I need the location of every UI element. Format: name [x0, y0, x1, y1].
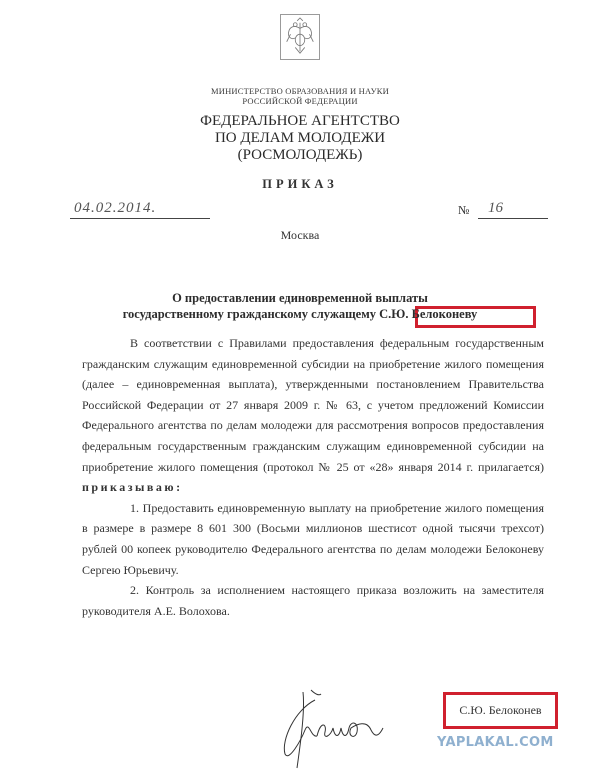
order-number-field — [478, 200, 548, 219]
subject-line-1: О предоставлении единовременной выплаты — [172, 291, 428, 305]
order-number: 16 — [488, 200, 503, 216]
coat-of-arms-icon — [280, 14, 320, 60]
watermark: YAPLAKAL.COM — [437, 735, 554, 750]
order-number-label: № — [458, 203, 470, 217]
order-word: приказываю: — [82, 480, 183, 495]
order-body — [82, 333, 544, 621]
agency-line-2: ПО ДЕЛАМ МОЛОДЕЖИ — [214, 130, 386, 146]
order-city: Москва — [280, 228, 320, 242]
signature-icon — [275, 680, 395, 770]
ministry-line-2: РОССИЙСКОЙ ФЕДЕРАЦИИ — [242, 96, 358, 106]
ministry-heading — [150, 86, 450, 106]
highlight-box-signatory — [443, 692, 558, 729]
agency-heading — [150, 113, 450, 164]
order-item-2: 2. Контроль за исполнением настоящего приказа возложить на заместителя руководителя А.Е. Волохова. — [82, 583, 544, 618]
ministry-line-1: МИНИСТЕРСТВО ОБРАЗОВАНИЯ И НАУКИ — [211, 86, 389, 96]
agency-line-1: ФЕДЕРАЛЬНОЕ АГЕНТСТВО — [200, 113, 400, 129]
order-date-field — [70, 200, 210, 219]
order-item-1: 1. Предоставить единовременную выплату на приобретение жилого помещения в размере в размере 8 601 300 (Восьми миллионов шестисот одной тысячи трехсот) рублей 00 копеек руководителю Федерального агентства по делам молодежи Белоконеву Сергею Юрьевичу. — [82, 500, 544, 577]
order-date: 04.02.2014. — [74, 200, 157, 216]
signatory-name: С.Ю. Белоконев — [459, 703, 542, 717]
subject-line-2: государственному гражданскому служащему С.Ю. Белоконеву — [122, 307, 478, 321]
highlighted-name: С.Ю. Белоконеву — [379, 307, 478, 321]
agency-line-3: (РОСМОЛОДЕЖЬ) — [237, 147, 363, 163]
preamble-paragraph: В соответствии с Правилами предоставления федеральным государственным гражданским служащим единовременной субсидии на приобретение жилого помещения (далее – единовременная выплата), утвержденными постановлением Правительства Российской Федерации от 27 января 2009 г. № 63, с учетом предложений Комиссии Федерального агентства по делам молодежи для рассмотрения вопросов предоставления федеральным государственным гражданским служащим единовременной субсидии на приобретение жилого помещения (протокол № 25 от «28» января 2014 г. прилагается) приказываю: — [82, 336, 544, 495]
order-title: ПРИКАЗ — [262, 177, 338, 191]
